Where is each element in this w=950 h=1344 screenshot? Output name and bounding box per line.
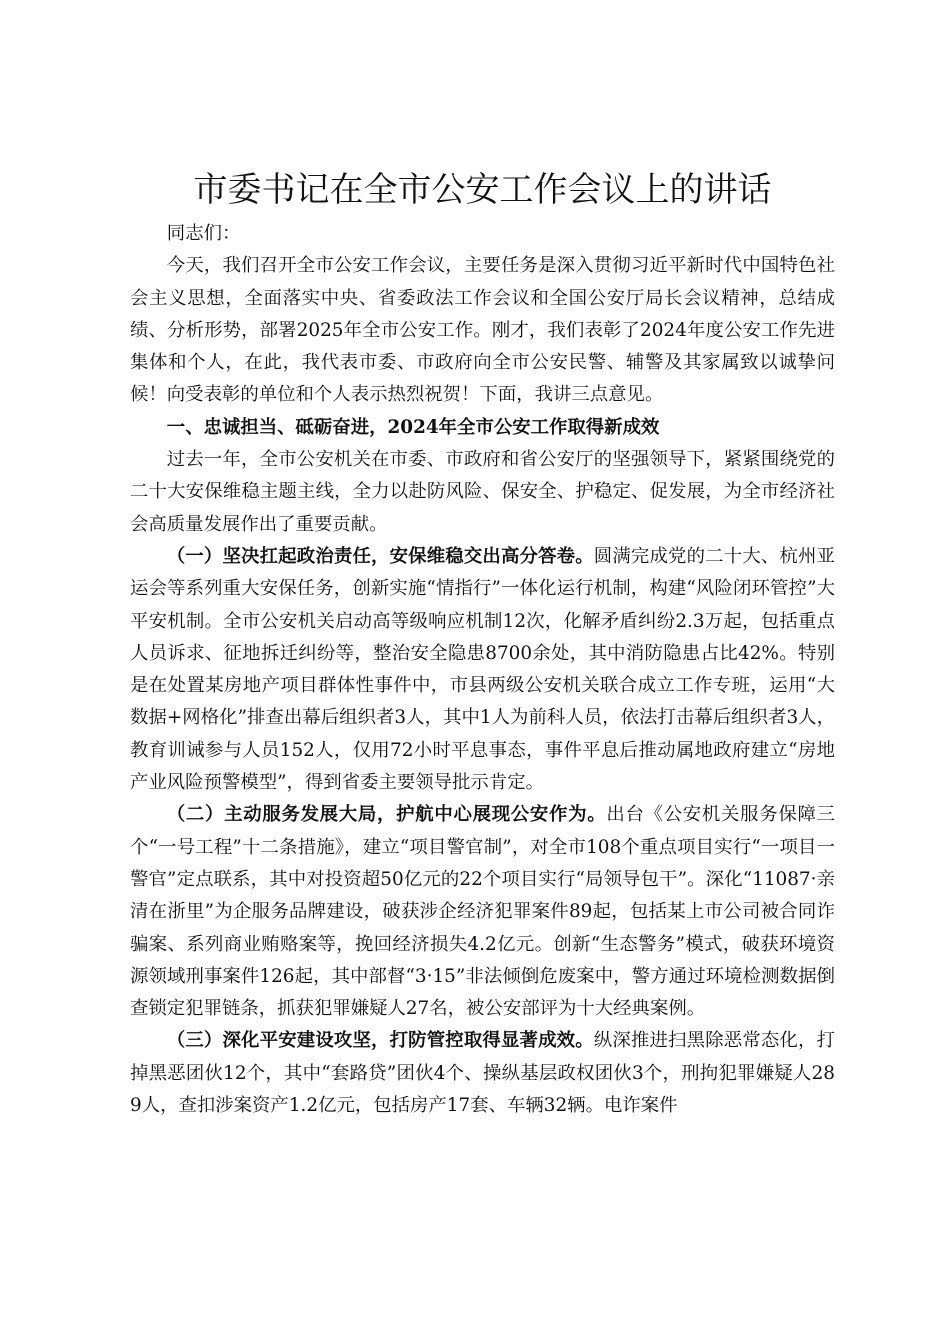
greeting: 同志们： bbox=[166, 223, 241, 244]
section-1-intro-paragraph: 过去一年，全市公安机关在市委、市政府和省公安厅的坚强领导下，紧紧围绕党的二十大安保维稳主题主线，全力以赴防风险、保安全、护稳定、促发展，为全市经济社会高质量发展作出了重要贡献。 bbox=[130, 449, 835, 535]
item-2-paragraph bbox=[130, 799, 835, 1025]
item-1-paragraph bbox=[130, 541, 835, 799]
item-3-paragraph bbox=[130, 1025, 835, 1122]
item-2-body: 出台《公安机关服务保障三个“一号工程”十二条措施》，建立“项目警官制”，对全市108个重点项目实行“一项目一警官”定点联系，其中对投资超50亿元的22个项目实行“局领导包干”。深化“11087·亲清在浙里”为企服务品牌建设，破获涉企经济犯罪案件89起，包括某上市公司被合同诈骗案、系列商业贿赂案等，挽回经济损失4.2亿元。创新“生态警务”模式，破获环境资源领域刑事案件126起，其中部督“3·15”非法倾倒危废案中，警方通过环境检测数据倒查锁定犯罪链条，抓获犯罪嫌疑人27名，被公安部评为十大经典案例。 bbox=[130, 804, 835, 1020]
document-title: 市委书记在全市公安工作会议上的讲话 bbox=[193, 170, 772, 210]
item-2-lead: （二）主动服务发展大局，护航中心展现公安作为。 bbox=[166, 804, 607, 826]
item-3-body: 纵深推进扫黑除恶常态化，打掉黑恶团伙12个，其中“套路贷”团伙4个、操纵基层政权团伙3个，刑拘犯罪嫌疑人289人，查扣涉案资产1.2亿元，包括房产17套、车辆32辆。电诈案件 bbox=[130, 1030, 835, 1117]
item-1-body: 圆满完成党的二十大、杭州亚运会等系列重大安保任务，创新实施“情指行”一体化运行机制，构建“风险闭环管控”大平安机制。全市公安机关启动高等级响应机制12次，化解矛盾纠纷2.3万起，包括重点人员诉求、征地拆迁纠纷等，整治安全隐患8700余处，其中消防隐患占比42%。特别是在处置某房地产项目群体性事件中，市县两级公安机关联合成立工作专班，运用“大数据+网格化”排查出幕后组织者3人，其中1人为前科人员，依法打击幕后组织者3人，教育训诫参与人员152人，仅用72小时平息事态，事件平息后推动属地政府建立“房地产业风险预警模型”，得到省委主要领导批示肯定。 bbox=[130, 545, 835, 794]
item-1-lead: （一）坚决扛起政治责任，安保维稳交出高分答卷。 bbox=[166, 545, 594, 567]
document-body bbox=[130, 168, 835, 1122]
section-heading-1: 一、忠诚担当、砥砺奋进，2024年全市公安工作取得新成效 bbox=[166, 416, 660, 438]
intro-paragraph: 今天，我们召开全市公安工作会议，主要任务是深入贯彻习近平新时代中国特色社会主义思想，全面落实中央、省委政法工作会议和全国公安厅局长会议精神，总结成绩、分析形势，部署2025年全市公安工作。刚才，我们表彰了2024年度公安工作先进集体和个人，在此，我代表市委、市政府向全市公安民警、辅警及其家属致以诚挚问候！向受表彰的单位和个人表示热烈祝贺！下面，我讲三点意见。 bbox=[130, 255, 835, 406]
item-3-lead: （三）深化平安建设攻坚，打防管控取得显著成效。 bbox=[166, 1030, 594, 1052]
